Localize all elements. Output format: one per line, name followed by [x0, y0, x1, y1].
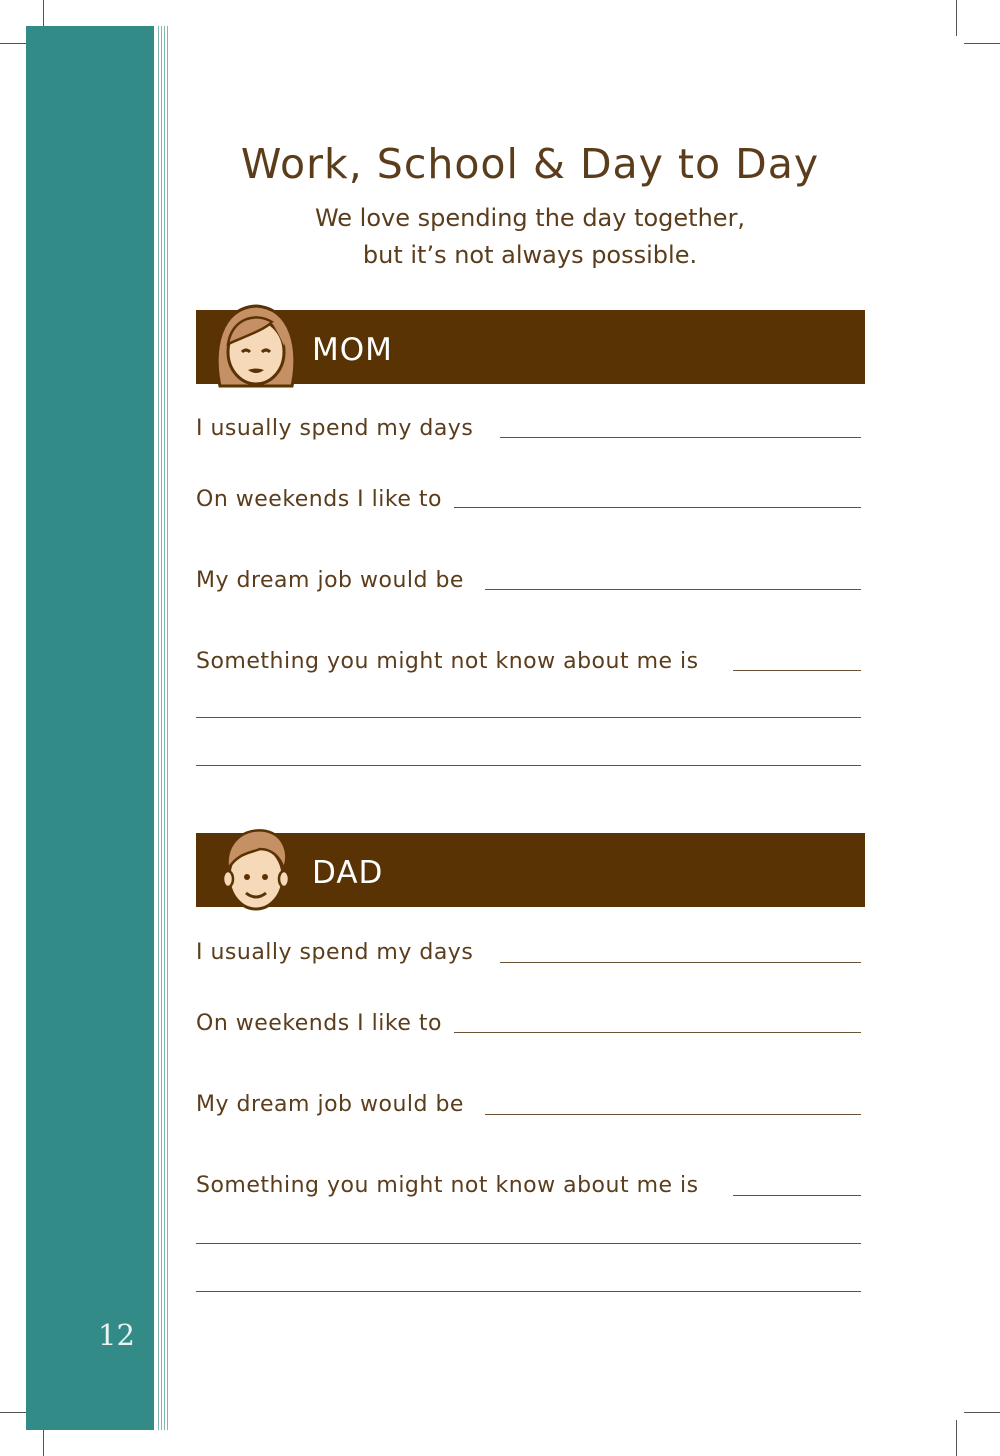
dad-answer-line-secret[interactable] [733, 1195, 861, 1196]
crop-mark [956, 0, 957, 36]
subtitle-line: We love spending the day together, [314, 204, 746, 232]
page-subtitle [200, 200, 860, 274]
dad-label: DAD [312, 855, 384, 891]
crop-mark [956, 1420, 957, 1456]
dad-prompt-weekends: On weekends I like to [196, 1011, 442, 1036]
dad-answer-line-days[interactable] [500, 962, 861, 963]
dad-answer-line-extra[interactable] [196, 1243, 861, 1244]
dad-banner [196, 833, 865, 907]
dad-prompt-days: I usually spend my days [196, 940, 474, 965]
mom-banner [196, 310, 865, 384]
mom-answer-line-extra[interactable] [196, 765, 861, 766]
mom-answer-line-extra[interactable] [196, 717, 861, 718]
dad-prompt-dream-job: My dream job would be [196, 1092, 464, 1117]
page-title: Work, School & Day to Day [240, 140, 820, 188]
side-band [26, 26, 154, 1430]
page-number: 12 [98, 1318, 135, 1352]
mom-prompt-secret: Something you might not know about me is [196, 649, 699, 674]
mom-answer-line-days[interactable] [500, 437, 861, 438]
mom-answer-line-dream-job[interactable] [485, 589, 861, 590]
mom-answer-line-secret[interactable] [733, 670, 861, 671]
dad-answer-line-dream-job[interactable] [485, 1114, 861, 1115]
crop-mark [964, 1412, 1000, 1413]
dad-answer-line-weekends[interactable] [454, 1032, 861, 1033]
crop-mark [964, 43, 1000, 44]
side-stripes [158, 26, 170, 1430]
dad-prompt-secret: Something you might not know about me is [196, 1173, 699, 1198]
mom-face-icon [210, 300, 302, 392]
dad-answer-line-extra[interactable] [196, 1291, 861, 1292]
subtitle-line: but it’s not always possible. [362, 241, 698, 269]
mom-prompt-days: I usually spend my days [196, 416, 474, 441]
mom-prompt-weekends: On weekends I like to [196, 487, 442, 512]
dad-face-icon [210, 823, 302, 915]
mom-prompt-dream-job: My dream job would be [196, 568, 464, 593]
mom-answer-line-weekends[interactable] [454, 507, 861, 508]
mom-label: MOM [312, 332, 393, 368]
